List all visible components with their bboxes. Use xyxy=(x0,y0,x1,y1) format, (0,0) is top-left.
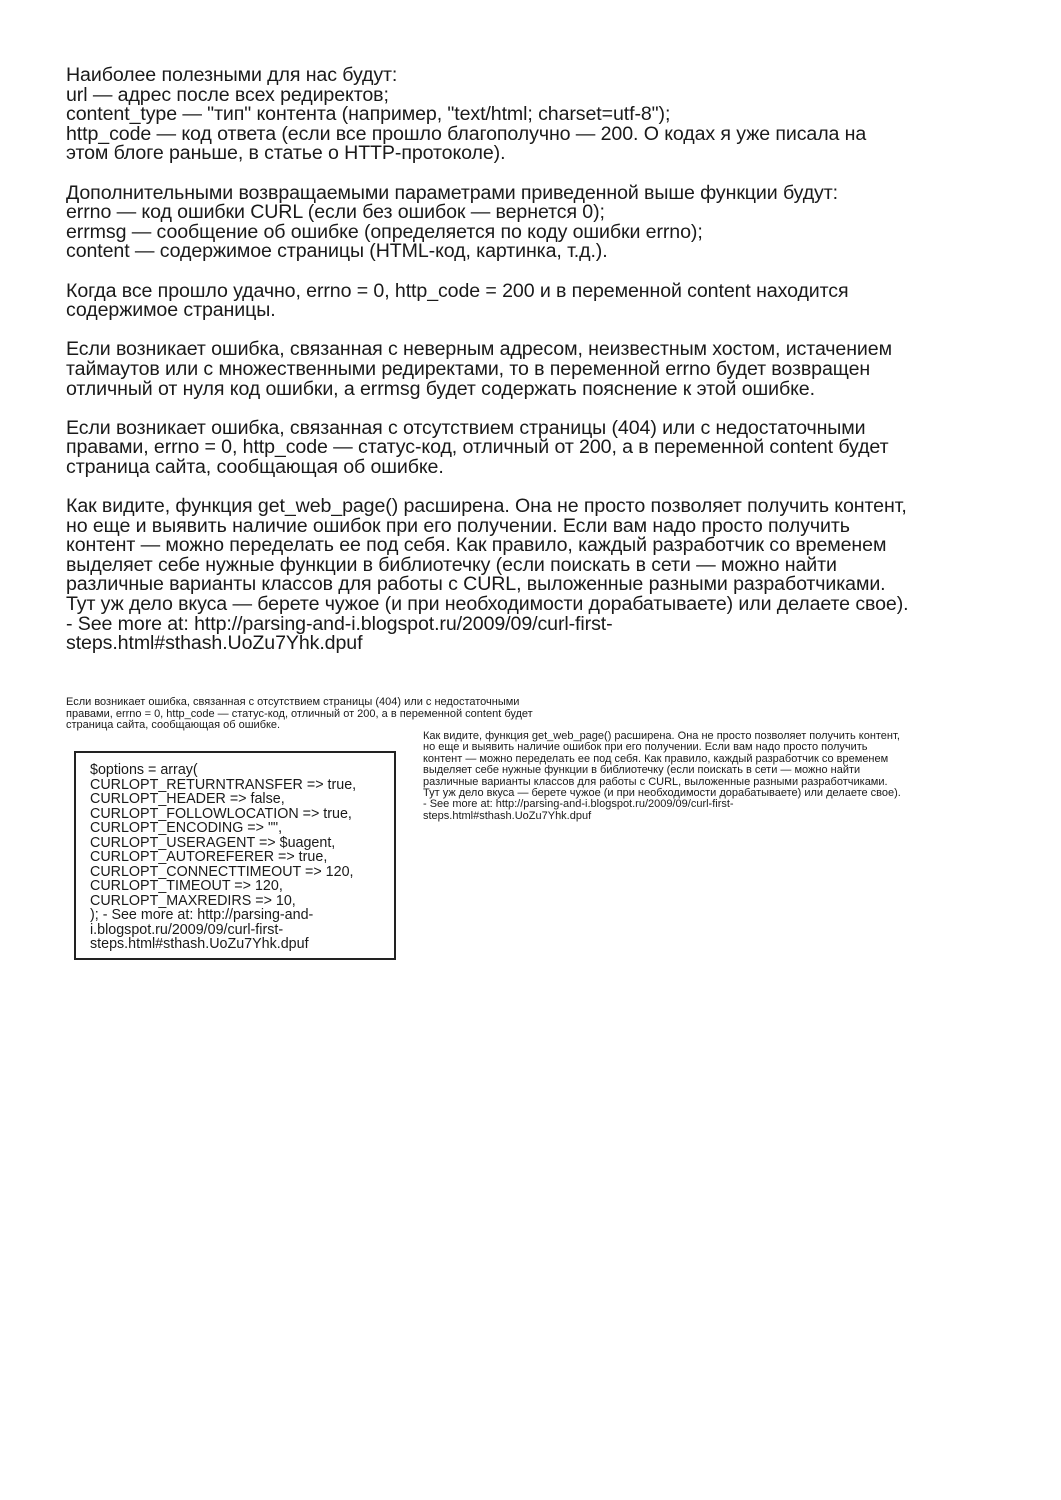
text-line: различные варианты классов для работы с CURL, выложенные разными разработчиками. xyxy=(66,573,886,596)
text-line: url — адрес после всех редиректов; xyxy=(66,83,389,106)
text-line: Когда все прошло удачно, errno = 0, http_code = 200 и в переменной content находится xyxy=(66,279,849,302)
text-line: контент — можно переделать ее под себя. Как правило, каждый разработчик со временем xyxy=(66,534,887,557)
text-line: страница сайта, сообщающая об ошибке. xyxy=(66,719,281,731)
text-line: - See more at: http://parsing-and-i.blogspot.ru/2009/09/curl-first- xyxy=(66,612,613,635)
text-line: Как видите, функция get_web_page() расширена. Она не просто позволяет получить контент, xyxy=(423,730,900,742)
paragraph-extra-params xyxy=(66,181,1016,263)
code-line: ); - See more at: http://parsing-and- xyxy=(90,907,314,923)
text-line: content — содержимое страницы (HTML-код, картинка, т.д.). xyxy=(66,240,608,263)
text-line: правами, errno = 0, http_code — статус-код, отличный от 200, а в переменной content будет xyxy=(66,707,533,720)
text-line: выделяет себе нужные функции в библиотечку (если поискать в сети — можно найти xyxy=(423,764,861,777)
text-line: Если возникает ошибка, связанная с неверным адресом, неизвестным хостом, истачением xyxy=(66,338,892,361)
text-line: steps.html#sthash.UoZu7Yhk.dpuf xyxy=(66,632,363,655)
code-line: steps.html#sthash.UoZu7Yhk.dpuf xyxy=(90,936,309,952)
text-line: errno — код ошибки CURL (если без ошибок — вернется 0); xyxy=(66,201,605,224)
text-line: steps.html#sthash.UoZu7Yhk.dpuf xyxy=(423,809,592,822)
text-line: Тут уж дело вкуса — берете чужое (и при необходимости дорабатываете) или делаете свое). xyxy=(423,787,901,800)
text-line: различные варианты классов для работы с CURL, выложенные разными разработчиками. xyxy=(423,775,888,788)
text-line: - See more at: http://parsing-and-i.blogspot.ru/2009/09/curl-first- xyxy=(423,798,734,811)
text-line: content_type — "тип" контента (например, "text/html; charset=utf-8"); xyxy=(66,103,671,126)
text-line: Если возникает ошибка, связанная с отсутствием страницы (404) или с недостаточными xyxy=(66,416,866,439)
paragraph-error-404 xyxy=(66,416,1016,478)
code-line: CURLOPT_ENCODING => "", xyxy=(90,820,283,836)
text-line: http_code — код ответа (если все прошло благополучно — 200. О кодах я уже писала на xyxy=(66,122,867,145)
code-line: CURLOPT_TIMEOUT => 120, xyxy=(90,878,283,894)
text-line: страница сайта, сообщающая об ошибке. xyxy=(66,455,444,478)
text-line: отличный от нуля код ошибки, а errmsg будет содержать пояснение к этой ошибке. xyxy=(66,377,815,400)
main-text xyxy=(66,66,1016,673)
text-line: errmsg — сообщение об ошибке (определяется по коду ошибки errno); xyxy=(66,220,703,243)
text-line: но еще и выявить наличие ошибок при его получении. Если вам надо просто получить xyxy=(66,514,850,537)
code-line: $options = array( xyxy=(90,762,198,778)
code-options-box xyxy=(74,751,396,960)
text-line: контент — можно переделать ее под себя. Как правило, каждый разработчик со временем xyxy=(423,752,889,765)
code-line: CURLOPT_FOLLOWLOCATION => true, xyxy=(90,805,352,822)
paragraph-useful-fields xyxy=(66,66,1016,164)
paragraph-summary xyxy=(66,497,1016,654)
small-paragraph-summary xyxy=(423,731,1023,822)
text-line: правами, errno = 0, http_code — статус-код, отличный от 200, а в переменной content будет xyxy=(66,436,889,459)
text-line: Дополнительными возвращаемыми параметрами приведенной выше функции будут: xyxy=(66,181,838,204)
code-line: CURLOPT_AUTOREFERER => true, xyxy=(90,849,328,865)
code-line: i.blogspot.ru/2009/09/curl-first- xyxy=(90,921,284,938)
small-paragraph-error-404 xyxy=(66,697,666,732)
paragraph-error-address xyxy=(66,340,1016,399)
text-line: выделяет себе нужные функции в библиотечку (если поискать в сети — можно найти xyxy=(66,553,837,576)
text-line: Тут уж дело вкуса — берете чужое (и при необходимости дорабатываете) или делаете свое). xyxy=(66,593,909,616)
code-line: CURLOPT_CONNECTTIMEOUT => 120, xyxy=(90,863,354,880)
code-line: CURLOPT_RETURNTRANSFER => true, xyxy=(90,776,357,793)
text-line: Если возникает ошибка, связанная с отсутствием страницы (404) или с недостаточными xyxy=(66,696,520,708)
code-line: CURLOPT_HEADER => false, xyxy=(90,791,285,807)
text-line: этом блоге раньше, в статье о HTTP-протоколе). xyxy=(66,142,506,165)
code-line: CURLOPT_MAXREDIRS => 10, xyxy=(90,892,296,909)
code-line: CURLOPT_USERAGENT => $uagent, xyxy=(90,834,336,851)
text-line: таймаутов или с множественными редиректами, то в переменной errno будет возвращен xyxy=(66,357,871,380)
text-line: Как видите, функция get_web_page() расширена. Она не просто позволяет получить контент, xyxy=(66,495,907,518)
paragraph-success xyxy=(66,279,1016,322)
text-line: Наиболее полезными для нас будут: xyxy=(66,64,398,86)
text-line: содержимое страницы. xyxy=(66,299,276,322)
text-line: но еще и выявить наличие ошибок при его получении. Если вам надо просто получить xyxy=(423,741,868,754)
